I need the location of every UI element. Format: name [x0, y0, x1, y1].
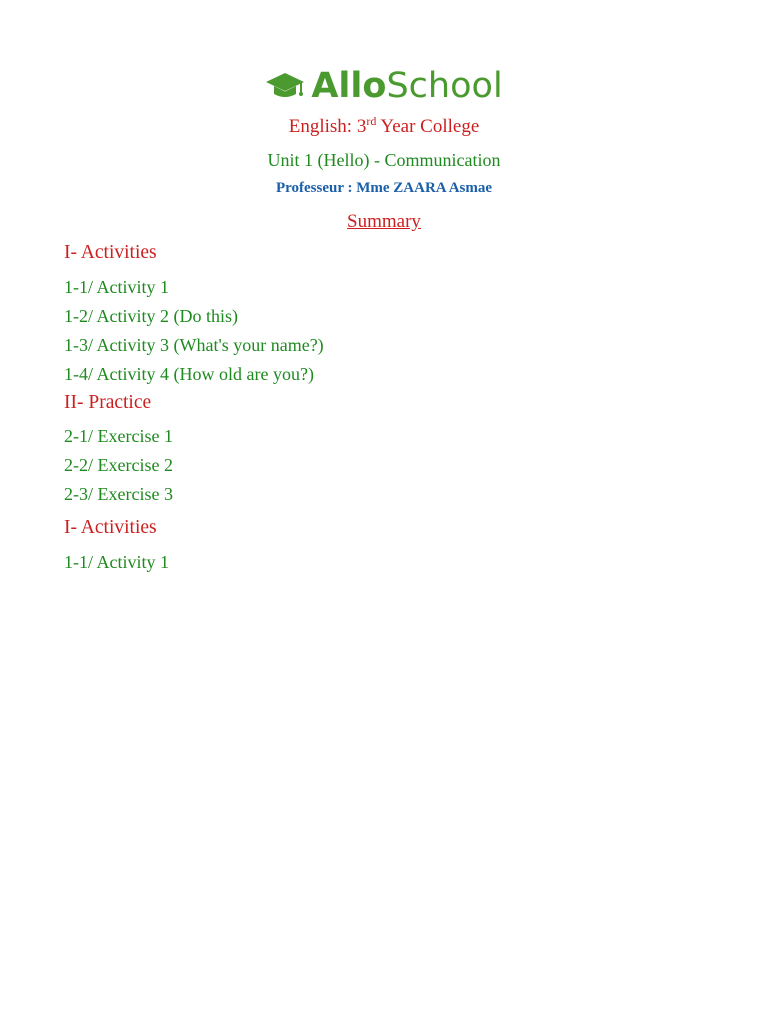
outline-section-practice: II- Practice: [64, 392, 152, 413]
section-item: 1-1/ Activity 1: [64, 552, 169, 572]
summary-heading: Summary: [347, 211, 421, 232]
outline-item: 1-4/ Activity 4 (How old are you?): [64, 364, 314, 384]
logo-group: [265, 66, 502, 106]
logo-text-school: School: [386, 66, 503, 106]
logo-text-allo: Allo: [311, 66, 387, 106]
professor-name: Professeur : Mme ZAARA Asmae: [275, 180, 493, 196]
section-heading-activities: I- Activities: [64, 517, 157, 538]
outline-item: 2-3/ Exercise 3: [64, 484, 173, 504]
outline-section-activities: I- Activities: [64, 242, 157, 263]
course-title-superscript: rd: [366, 114, 377, 128]
unit-subtitle: Unit 1 (Hello) - Communication: [267, 150, 501, 170]
outline-item: 1-1/ Activity 1: [64, 277, 169, 297]
logo-wordmark: [311, 66, 502, 106]
outline-item: 2-1/ Exercise 1: [64, 426, 173, 446]
outline-item: 2-2/ Exercise 2: [64, 455, 173, 475]
course-title-prefix: English: 3: [288, 116, 367, 137]
outline-item: 1-3/ Activity 3 (What's your name?): [64, 335, 324, 355]
outline-item: 1-2/ Activity 2 (Do this): [64, 306, 238, 326]
course-title-suffix: Year College: [376, 116, 480, 137]
graduation-cap-icon: [265, 69, 305, 103]
course-title: [0, 114, 768, 138]
alloschool-logo: [0, 66, 768, 106]
